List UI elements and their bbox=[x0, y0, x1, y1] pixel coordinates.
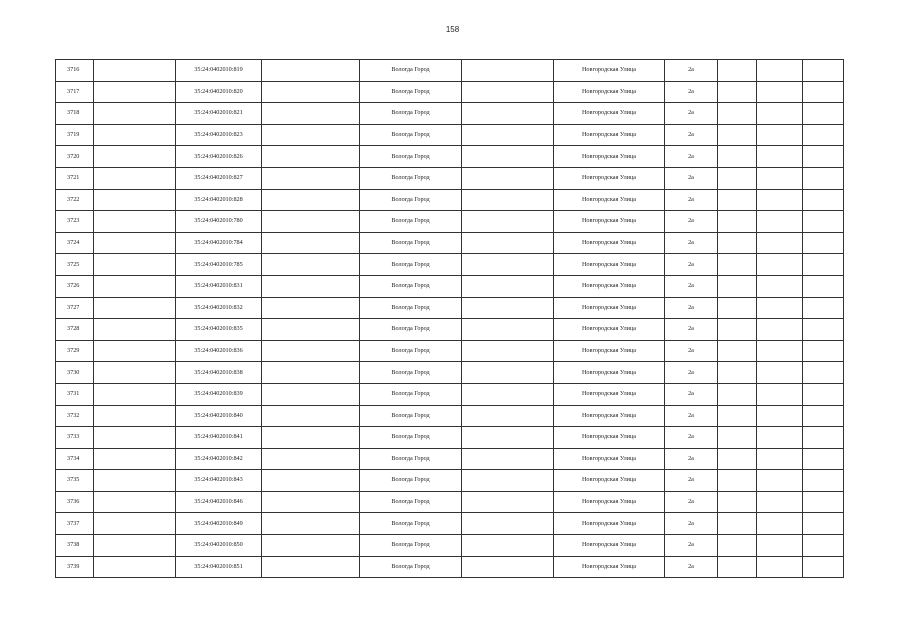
cadastral-number-cell: 35:24:0402010:784 bbox=[176, 232, 262, 254]
empty-cell bbox=[718, 470, 757, 492]
empty-cell bbox=[462, 189, 554, 211]
empty-cell bbox=[94, 297, 176, 319]
street-cell: Новгородская Улица bbox=[554, 405, 665, 427]
table-row bbox=[56, 60, 844, 82]
empty-cell bbox=[462, 232, 554, 254]
city-cell: Вологда Город bbox=[360, 254, 462, 276]
house-number-cell: 2а bbox=[665, 146, 718, 168]
street-cell: Новгородская Улица bbox=[554, 448, 665, 470]
empty-cell bbox=[803, 189, 844, 211]
street-cell: Новгородская Улица bbox=[554, 81, 665, 103]
empty-cell bbox=[262, 232, 360, 254]
street-cell: Новгородская Улица bbox=[554, 124, 665, 146]
empty-cell bbox=[94, 405, 176, 427]
street-cell: Новгородская Улица bbox=[554, 275, 665, 297]
city-cell: Вологда Город bbox=[360, 275, 462, 297]
table-row bbox=[56, 405, 844, 427]
city-cell: Вологда Город bbox=[360, 81, 462, 103]
empty-cell bbox=[718, 535, 757, 557]
house-number-cell: 2а bbox=[665, 427, 718, 449]
row-number-cell: 3723 bbox=[56, 211, 94, 233]
cadastral-number-cell: 35:24:0402010:823 bbox=[176, 124, 262, 146]
city-cell: Вологда Город bbox=[360, 556, 462, 578]
street-cell: Новгородская Улица bbox=[554, 383, 665, 405]
house-number-cell: 2а bbox=[665, 513, 718, 535]
empty-cell bbox=[718, 297, 757, 319]
empty-cell bbox=[757, 383, 803, 405]
street-cell: Новгородская Улица bbox=[554, 254, 665, 276]
cadastral-number-cell: 35:24:0402010:841 bbox=[176, 427, 262, 449]
house-number-cell: 2а bbox=[665, 340, 718, 362]
empty-cell bbox=[94, 254, 176, 276]
empty-cell bbox=[803, 60, 844, 82]
house-number-cell: 2а bbox=[665, 254, 718, 276]
table-row bbox=[56, 297, 844, 319]
row-number-cell: 3732 bbox=[56, 405, 94, 427]
empty-cell bbox=[757, 448, 803, 470]
cadastral-number-cell: 35:24:0402010:851 bbox=[176, 556, 262, 578]
empty-cell bbox=[803, 232, 844, 254]
empty-cell bbox=[462, 362, 554, 384]
empty-cell bbox=[757, 535, 803, 557]
house-number-cell: 2а bbox=[665, 275, 718, 297]
empty-cell bbox=[462, 470, 554, 492]
empty-cell bbox=[262, 319, 360, 341]
empty-cell bbox=[94, 362, 176, 384]
empty-cell bbox=[94, 383, 176, 405]
empty-cell bbox=[462, 81, 554, 103]
empty-cell bbox=[757, 427, 803, 449]
empty-cell bbox=[803, 275, 844, 297]
row-number-cell: 3727 bbox=[56, 297, 94, 319]
empty-cell bbox=[803, 211, 844, 233]
table-row bbox=[56, 491, 844, 513]
row-number-cell: 3718 bbox=[56, 103, 94, 125]
row-number-cell: 3720 bbox=[56, 146, 94, 168]
empty-cell bbox=[757, 513, 803, 535]
empty-cell bbox=[718, 275, 757, 297]
empty-cell bbox=[718, 189, 757, 211]
empty-cell bbox=[262, 103, 360, 125]
empty-cell bbox=[757, 167, 803, 189]
street-cell: Новгородская Улица bbox=[554, 556, 665, 578]
city-cell: Вологда Город bbox=[360, 146, 462, 168]
row-number-cell: 3737 bbox=[56, 513, 94, 535]
empty-cell bbox=[718, 211, 757, 233]
empty-cell bbox=[462, 556, 554, 578]
page-number: 158 bbox=[445, 25, 460, 34]
empty-cell bbox=[262, 491, 360, 513]
empty-cell bbox=[462, 427, 554, 449]
empty-cell bbox=[262, 427, 360, 449]
table-row bbox=[56, 513, 844, 535]
empty-cell bbox=[803, 124, 844, 146]
city-cell: Вологда Город bbox=[360, 319, 462, 341]
table-row bbox=[56, 103, 844, 125]
cadastral-number-cell: 35:24:0402010:846 bbox=[176, 491, 262, 513]
street-cell: Новгородская Улица bbox=[554, 211, 665, 233]
city-cell: Вологда Город bbox=[360, 448, 462, 470]
empty-cell bbox=[94, 535, 176, 557]
registry-table-body bbox=[56, 60, 844, 578]
empty-cell bbox=[262, 535, 360, 557]
city-cell: Вологда Город bbox=[360, 513, 462, 535]
table-row bbox=[56, 535, 844, 557]
empty-cell bbox=[803, 405, 844, 427]
empty-cell bbox=[94, 211, 176, 233]
empty-cell bbox=[757, 254, 803, 276]
empty-cell bbox=[262, 340, 360, 362]
empty-cell bbox=[757, 297, 803, 319]
city-cell: Вологда Город bbox=[360, 362, 462, 384]
city-cell: Вологда Город bbox=[360, 211, 462, 233]
empty-cell bbox=[462, 124, 554, 146]
empty-cell bbox=[462, 319, 554, 341]
empty-cell bbox=[803, 81, 844, 103]
street-cell: Новгородская Улица bbox=[554, 319, 665, 341]
empty-cell bbox=[803, 167, 844, 189]
empty-cell bbox=[94, 427, 176, 449]
street-cell: Новгородская Улица bbox=[554, 189, 665, 211]
city-cell: Вологда Город bbox=[360, 103, 462, 125]
empty-cell bbox=[94, 448, 176, 470]
row-number-cell: 3730 bbox=[56, 362, 94, 384]
empty-cell bbox=[462, 297, 554, 319]
empty-cell bbox=[94, 124, 176, 146]
empty-cell bbox=[718, 448, 757, 470]
empty-cell bbox=[718, 340, 757, 362]
table-row bbox=[56, 319, 844, 341]
empty-cell bbox=[718, 81, 757, 103]
empty-cell bbox=[803, 340, 844, 362]
cadastral-number-cell: 35:24:0402010:832 bbox=[176, 297, 262, 319]
empty-cell bbox=[803, 383, 844, 405]
table-row bbox=[56, 383, 844, 405]
empty-cell bbox=[803, 556, 844, 578]
empty-cell bbox=[757, 124, 803, 146]
row-number-cell: 3736 bbox=[56, 491, 94, 513]
house-number-cell: 2а bbox=[665, 383, 718, 405]
empty-cell bbox=[757, 189, 803, 211]
row-number-cell: 3719 bbox=[56, 124, 94, 146]
empty-cell bbox=[803, 297, 844, 319]
row-number-cell: 3721 bbox=[56, 167, 94, 189]
table-row bbox=[56, 167, 844, 189]
empty-cell bbox=[262, 81, 360, 103]
empty-cell bbox=[262, 297, 360, 319]
house-number-cell: 2а bbox=[665, 189, 718, 211]
empty-cell bbox=[462, 254, 554, 276]
empty-cell bbox=[94, 60, 176, 82]
row-number-cell: 3729 bbox=[56, 340, 94, 362]
street-cell: Новгородская Улица bbox=[554, 297, 665, 319]
empty-cell bbox=[757, 319, 803, 341]
empty-cell bbox=[94, 146, 176, 168]
empty-cell bbox=[718, 60, 757, 82]
house-number-cell: 2а bbox=[665, 362, 718, 384]
empty-cell bbox=[757, 60, 803, 82]
empty-cell bbox=[94, 103, 176, 125]
street-cell: Новгородская Улица bbox=[554, 340, 665, 362]
house-number-cell: 2а bbox=[665, 556, 718, 578]
street-cell: Новгородская Улица bbox=[554, 513, 665, 535]
cadastral-number-cell: 35:24:0402010:780 bbox=[176, 211, 262, 233]
table-row bbox=[56, 275, 844, 297]
street-cell: Новгородская Улица bbox=[554, 535, 665, 557]
house-number-cell: 2а bbox=[665, 535, 718, 557]
empty-cell bbox=[757, 340, 803, 362]
cadastral-number-cell: 35:24:0402010:840 bbox=[176, 405, 262, 427]
empty-cell bbox=[462, 60, 554, 82]
city-cell: Вологда Город bbox=[360, 427, 462, 449]
row-number-cell: 3722 bbox=[56, 189, 94, 211]
empty-cell bbox=[94, 513, 176, 535]
empty-cell bbox=[262, 189, 360, 211]
empty-cell bbox=[262, 513, 360, 535]
house-number-cell: 2а bbox=[665, 103, 718, 125]
empty-cell bbox=[803, 146, 844, 168]
row-number-cell: 3728 bbox=[56, 319, 94, 341]
empty-cell bbox=[262, 405, 360, 427]
street-cell: Новгородская Улица bbox=[554, 167, 665, 189]
empty-cell bbox=[262, 556, 360, 578]
empty-cell bbox=[262, 275, 360, 297]
empty-cell bbox=[803, 319, 844, 341]
street-cell: Новгородская Улица bbox=[554, 146, 665, 168]
house-number-cell: 2а bbox=[665, 232, 718, 254]
row-number-cell: 3738 bbox=[56, 535, 94, 557]
house-number-cell: 2а bbox=[665, 319, 718, 341]
house-number-cell: 2а bbox=[665, 491, 718, 513]
registry-table bbox=[55, 59, 844, 578]
city-cell: Вологда Город bbox=[360, 405, 462, 427]
empty-cell bbox=[718, 556, 757, 578]
house-number-cell: 2а bbox=[665, 60, 718, 82]
city-cell: Вологда Город bbox=[360, 297, 462, 319]
empty-cell bbox=[262, 60, 360, 82]
row-number-cell: 3731 bbox=[56, 383, 94, 405]
empty-cell bbox=[94, 167, 176, 189]
table-row bbox=[56, 448, 844, 470]
house-number-cell: 2а bbox=[665, 211, 718, 233]
house-number-cell: 2а bbox=[665, 81, 718, 103]
empty-cell bbox=[262, 167, 360, 189]
empty-cell bbox=[718, 254, 757, 276]
empty-cell bbox=[462, 448, 554, 470]
empty-cell bbox=[718, 146, 757, 168]
empty-cell bbox=[94, 470, 176, 492]
empty-cell bbox=[94, 556, 176, 578]
row-number-cell: 3724 bbox=[56, 232, 94, 254]
row-number-cell: 3726 bbox=[56, 275, 94, 297]
table-row bbox=[56, 146, 844, 168]
empty-cell bbox=[803, 427, 844, 449]
empty-cell bbox=[718, 103, 757, 125]
empty-cell bbox=[803, 254, 844, 276]
street-cell: Новгородская Улица bbox=[554, 470, 665, 492]
row-number-cell: 3725 bbox=[56, 254, 94, 276]
city-cell: Вологда Город bbox=[360, 232, 462, 254]
empty-cell bbox=[262, 146, 360, 168]
table-row bbox=[56, 427, 844, 449]
empty-cell bbox=[262, 124, 360, 146]
empty-cell bbox=[462, 405, 554, 427]
empty-cell bbox=[94, 232, 176, 254]
empty-cell bbox=[718, 383, 757, 405]
cadastral-number-cell: 35:24:0402010:828 bbox=[176, 189, 262, 211]
empty-cell bbox=[262, 448, 360, 470]
empty-cell bbox=[757, 211, 803, 233]
house-number-cell: 2а bbox=[665, 448, 718, 470]
empty-cell bbox=[757, 81, 803, 103]
empty-cell bbox=[462, 340, 554, 362]
table-row bbox=[56, 340, 844, 362]
empty-cell bbox=[757, 103, 803, 125]
cadastral-number-cell: 35:24:0402010:838 bbox=[176, 362, 262, 384]
street-cell: Новгородская Улица bbox=[554, 362, 665, 384]
row-number-cell: 3733 bbox=[56, 427, 94, 449]
city-cell: Вологда Город bbox=[360, 491, 462, 513]
cadastral-number-cell: 35:24:0402010:849 bbox=[176, 513, 262, 535]
table-row bbox=[56, 362, 844, 384]
empty-cell bbox=[803, 491, 844, 513]
empty-cell bbox=[462, 211, 554, 233]
cadastral-number-cell: 35:24:0402010:785 bbox=[176, 254, 262, 276]
empty-cell bbox=[757, 556, 803, 578]
street-cell: Новгородская Улица bbox=[554, 232, 665, 254]
house-number-cell: 2а bbox=[665, 167, 718, 189]
cadastral-number-cell: 35:24:0402010:821 bbox=[176, 103, 262, 125]
empty-cell bbox=[803, 362, 844, 384]
house-number-cell: 2а bbox=[665, 405, 718, 427]
empty-cell bbox=[94, 491, 176, 513]
empty-cell bbox=[262, 211, 360, 233]
table-row bbox=[56, 124, 844, 146]
cadastral-number-cell: 35:24:0402010:835 bbox=[176, 319, 262, 341]
empty-cell bbox=[718, 513, 757, 535]
row-number-cell: 3735 bbox=[56, 470, 94, 492]
empty-cell bbox=[94, 275, 176, 297]
empty-cell bbox=[462, 146, 554, 168]
empty-cell bbox=[718, 124, 757, 146]
table-row bbox=[56, 254, 844, 276]
empty-cell bbox=[262, 362, 360, 384]
empty-cell bbox=[803, 535, 844, 557]
street-cell: Новгородская Улица bbox=[554, 103, 665, 125]
cadastral-number-cell: 35:24:0402010:842 bbox=[176, 448, 262, 470]
empty-cell bbox=[757, 491, 803, 513]
empty-cell bbox=[803, 448, 844, 470]
table-row bbox=[56, 211, 844, 233]
cadastral-number-cell: 35:24:0402010:836 bbox=[176, 340, 262, 362]
empty-cell bbox=[262, 470, 360, 492]
empty-cell bbox=[94, 340, 176, 362]
table-row bbox=[56, 81, 844, 103]
city-cell: Вологда Город bbox=[360, 470, 462, 492]
empty-cell bbox=[757, 146, 803, 168]
city-cell: Вологда Город bbox=[360, 340, 462, 362]
empty-cell bbox=[803, 513, 844, 535]
table-row bbox=[56, 189, 844, 211]
empty-cell bbox=[718, 232, 757, 254]
empty-cell bbox=[94, 189, 176, 211]
empty-cell bbox=[757, 275, 803, 297]
row-number-cell: 3739 bbox=[56, 556, 94, 578]
cadastral-number-cell: 35:24:0402010:819 bbox=[176, 60, 262, 82]
house-number-cell: 2а bbox=[665, 124, 718, 146]
empty-cell bbox=[94, 319, 176, 341]
cadastral-number-cell: 35:24:0402010:827 bbox=[176, 167, 262, 189]
cadastral-number-cell: 35:24:0402010:839 bbox=[176, 383, 262, 405]
empty-cell bbox=[262, 254, 360, 276]
empty-cell bbox=[94, 81, 176, 103]
empty-cell bbox=[803, 103, 844, 125]
empty-cell bbox=[803, 470, 844, 492]
cadastral-number-cell: 35:24:0402010:850 bbox=[176, 535, 262, 557]
city-cell: Вологда Город bbox=[360, 535, 462, 557]
city-cell: Вологда Город bbox=[360, 167, 462, 189]
row-number-cell: 3716 bbox=[56, 60, 94, 82]
house-number-cell: 2а bbox=[665, 470, 718, 492]
city-cell: Вологда Город bbox=[360, 383, 462, 405]
empty-cell bbox=[718, 491, 757, 513]
empty-cell bbox=[462, 491, 554, 513]
empty-cell bbox=[462, 383, 554, 405]
empty-cell bbox=[462, 535, 554, 557]
empty-cell bbox=[462, 103, 554, 125]
city-cell: Вологда Город bbox=[360, 60, 462, 82]
house-number-cell: 2а bbox=[665, 297, 718, 319]
empty-cell bbox=[718, 167, 757, 189]
row-number-cell: 3734 bbox=[56, 448, 94, 470]
cadastral-number-cell: 35:24:0402010:826 bbox=[176, 146, 262, 168]
row-number-cell: 3717 bbox=[56, 81, 94, 103]
city-cell: Вологда Город bbox=[360, 124, 462, 146]
empty-cell bbox=[757, 232, 803, 254]
cadastral-number-cell: 35:24:0402010:843 bbox=[176, 470, 262, 492]
empty-cell bbox=[718, 405, 757, 427]
empty-cell bbox=[718, 362, 757, 384]
street-cell: Новгородская Улица bbox=[554, 60, 665, 82]
empty-cell bbox=[718, 427, 757, 449]
table-row bbox=[56, 556, 844, 578]
table-row bbox=[56, 470, 844, 492]
empty-cell bbox=[718, 319, 757, 341]
empty-cell bbox=[462, 513, 554, 535]
empty-cell bbox=[757, 405, 803, 427]
empty-cell bbox=[262, 383, 360, 405]
street-cell: Новгородская Улица bbox=[554, 427, 665, 449]
empty-cell bbox=[757, 470, 803, 492]
empty-cell bbox=[462, 167, 554, 189]
empty-cell bbox=[462, 275, 554, 297]
cadastral-number-cell: 35:24:0402010:831 bbox=[176, 275, 262, 297]
empty-cell bbox=[757, 362, 803, 384]
street-cell: Новгородская Улица bbox=[554, 491, 665, 513]
city-cell: Вологда Город bbox=[360, 189, 462, 211]
table-row bbox=[56, 232, 844, 254]
cadastral-number-cell: 35:24:0402010:820 bbox=[176, 81, 262, 103]
